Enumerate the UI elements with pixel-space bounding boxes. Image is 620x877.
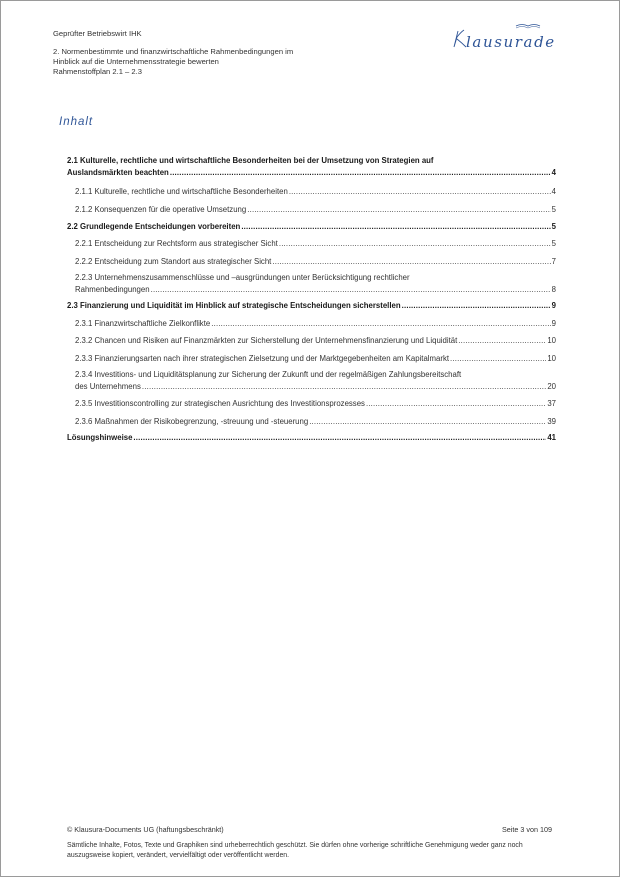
footer-copyright-notice: Sämtliche Inhalte, Fotos, Texte und Graphiken sind urheberrechtlich geschützt. Sie dürfen ohne vorherige schriftliche Genehmigung weder ganz noch auszugsweise kopiert, verändert, vervielfältigt oder veröffentlicht werden. xyxy=(67,842,523,859)
toc-page-number: 9 xyxy=(551,318,556,328)
toc-chapter-entry[interactable] xyxy=(67,300,556,311)
running-header xyxy=(53,29,293,77)
toc-entry-title: 2.1.2 Konsequenzen für die operative Umsetzung xyxy=(75,205,247,214)
footer-copyright: © Klausura-Documents UG (haftungsbeschränkt) xyxy=(67,825,224,834)
toc-section-entry[interactable] xyxy=(67,335,556,346)
toc-entry-title: 2.3.2 Chancen und Risiken auf Finanzmärkten zur Sicherstellung der Unternehmensfinanzierung und Liquidität xyxy=(75,336,458,345)
toc-dot-leader xyxy=(211,319,550,328)
toc-section-entry[interactable] xyxy=(67,185,556,196)
toc-dot-leader xyxy=(170,168,551,177)
toc-entry-line xyxy=(75,238,556,249)
toc-section-entry[interactable] xyxy=(67,255,556,266)
toc-entry-line xyxy=(75,204,556,215)
toc-page-number: 4 xyxy=(551,168,556,177)
toc-dot-leader xyxy=(142,382,546,391)
toc-page-number: 10 xyxy=(547,353,556,363)
toc-entry-title: 2.2.1 Entscheidung zur Rechtsform aus strategischer Sicht xyxy=(75,239,278,248)
toc-entry-line xyxy=(67,432,556,443)
toc-page-number: 5 xyxy=(551,205,556,214)
toc-section-entry[interactable] xyxy=(67,370,556,391)
toc-entry-title: 2.3.6 Maßnahmen der Risikobegrenzung, -streuung und -steuerung xyxy=(75,416,309,426)
header-module-line1: 2. Normenbestimmte und finanzwirtschaftliche Rahmenbedingungen im xyxy=(53,47,294,56)
logo-book-icon xyxy=(516,25,540,27)
footer-page-number: Seite 3 von 109 xyxy=(502,825,552,834)
toc-page-number: 20 xyxy=(547,381,556,391)
toc-dot-leader xyxy=(279,239,551,248)
toc-dot-leader xyxy=(309,417,546,426)
toc-page-number: 37 xyxy=(547,399,556,408)
klausurade-logo xyxy=(452,23,572,53)
toc-dot-leader xyxy=(247,205,550,214)
toc-dot-leader xyxy=(272,257,550,266)
toc-entry-line xyxy=(67,167,556,178)
toc-entry-line xyxy=(75,352,556,363)
toc-entry-title-line: 2.3.4 Investitions- und Liquiditätsplanung zur Sicherung der Zukunft und der regelmäßigen Zahlungsbereitschaft xyxy=(75,369,462,379)
toc-section-entry[interactable] xyxy=(67,317,556,328)
toc-entry-line xyxy=(75,185,556,196)
toc-page-number: 41 xyxy=(547,433,556,442)
toc-section-entry[interactable] xyxy=(67,352,556,363)
toc-entry-title: 2.3 Finanzierung und Liquidität im Hinblick auf strategische Entscheidungen sicherstellen xyxy=(67,301,401,310)
toc-entry-line xyxy=(75,255,556,266)
toc-entry-line xyxy=(67,220,556,231)
toc-dot-leader xyxy=(366,399,546,408)
toc-entry-title: 2.3.5 Investitionscontrolling zur strategischen Ausrichtung des Investitionsprozesses xyxy=(75,399,365,408)
toc-entry-line xyxy=(67,300,556,311)
table-of-contents xyxy=(67,156,556,442)
toc-entry-line xyxy=(75,335,556,346)
toc-entry-line xyxy=(75,380,556,391)
toc-section-entry[interactable] xyxy=(67,398,556,409)
toc-entry-title: Rahmenbedingungen xyxy=(75,284,150,294)
header-framework: Rahmenstoffplan 2.1 – 2.3 xyxy=(53,67,142,76)
toc-dot-leader xyxy=(402,301,551,310)
toc-dot-leader xyxy=(289,187,551,196)
toc-dot-leader xyxy=(151,285,551,294)
toc-page-number: 39 xyxy=(547,416,556,426)
toc-entry-title: des Unternehmens xyxy=(75,381,141,391)
toc-entry-line xyxy=(75,398,556,409)
toc-page-number: 9 xyxy=(551,301,556,310)
toc-entry-title: 2.3.3 Finanzierungsarten nach ihrer strategischen Zielsetzung und der Marktgegebenheiten am Kapitalmarkt xyxy=(75,353,450,363)
toc-entry-line xyxy=(75,415,556,426)
toc-dot-leader xyxy=(241,222,550,231)
toc-dot-leader xyxy=(133,433,546,442)
toc-entry-title: 2.1.1 Kulturelle, rechtliche und wirtschaftliche Besonderheiten xyxy=(75,186,288,196)
toc-page-number: 10 xyxy=(547,336,556,345)
toc-chapter-entry[interactable] xyxy=(67,220,556,231)
toc-section-entry[interactable] xyxy=(67,204,556,215)
toc-page-number: 5 xyxy=(551,221,556,231)
toc-page-number: 5 xyxy=(551,239,556,248)
toc-entry-line xyxy=(75,317,556,328)
toc-page-number: 7 xyxy=(551,256,556,266)
toc-section-entry[interactable] xyxy=(67,273,556,294)
logo-wordmark: lausurade xyxy=(466,33,556,51)
toc-page-number: 8 xyxy=(551,284,556,294)
toc-heading: Inhalt xyxy=(59,116,94,128)
toc-entry-line xyxy=(75,283,556,294)
header-qualification: Geprüfter Betriebswirt IHK xyxy=(53,29,142,38)
toc-section-entry[interactable] xyxy=(67,415,556,426)
toc-section-entry[interactable] xyxy=(67,238,556,249)
toc-entry-title: 2.2 Grundlegende Entscheidungen vorbereiten xyxy=(67,221,241,231)
toc-dot-leader xyxy=(450,354,546,363)
header-module-line2: Hinblick auf die Unternehmensstrategie bewerten xyxy=(53,57,219,66)
toc-page-number: 4 xyxy=(551,186,556,196)
toc-dot-leader xyxy=(458,336,546,345)
toc-chapter-entry[interactable] xyxy=(67,156,556,177)
toc-entry-title: Lösungshinweise xyxy=(67,433,133,442)
toc-entry-title-line: 2.1 Kulturelle, rechtliche und wirtschaftliche Besonderheiten bei der Umsetzung von Strategien auf xyxy=(67,156,434,165)
toc-entry-title: 2.2.2 Entscheidung zum Standort aus strategischer Sicht xyxy=(75,256,272,266)
toc-chapter-entry[interactable] xyxy=(67,432,556,443)
toc-entry-title-line: 2.2.3 Unternehmenszusammenschlüsse und –ausgründungen unter Berücksichtigung rechtlicher xyxy=(75,272,410,282)
toc-entry-title: Auslandsmärkten beachten xyxy=(67,168,169,177)
toc-entry-title: 2.3.1 Finanzwirtschaftliche Zielkonflikte xyxy=(75,318,211,328)
